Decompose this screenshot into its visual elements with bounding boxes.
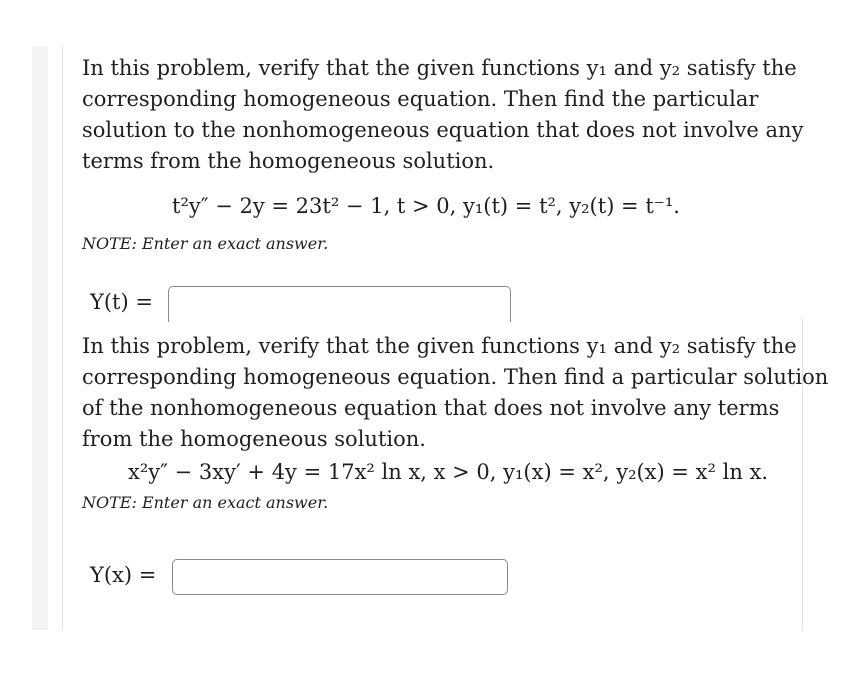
problem2-line: of the nonhomogeneous equation that does not involve any terms [82, 396, 780, 420]
problem1-statement [82, 53, 803, 177]
problem1-note: NOTE: Enter an exact answer. [82, 234, 329, 253]
problem2-statement [82, 331, 828, 455]
panel2-border-left [62, 318, 63, 630]
problem1-answer-label: Y(t) = [90, 290, 153, 314]
problem2-equation: x²y″ − 3xy′ + 4y = 17x² ln x, x > 0, y₁(x) = x², y₂(x) = x² ln x. [128, 460, 769, 484]
problem2-note: NOTE: Enter an exact answer. [82, 493, 329, 512]
answer-input-y-of-x[interactable] [172, 559, 508, 595]
problem2-answer-label: Y(x) = [90, 563, 157, 587]
problem2-line: corresponding homogeneous equation. Then find a particular solution [82, 365, 829, 389]
left-gutter [32, 46, 48, 630]
problem1-equation: t²y″ − 2y = 23t² − 1, t > 0, y₁(t) = t², y₂(t) = t⁻¹. [172, 194, 680, 218]
problem2-line: In this problem, verify that the given functions y₁ and y₂ satisfy the [82, 334, 797, 358]
problem1-line: solution to the nonhomogeneous equation that does not involve any [82, 118, 804, 142]
problem1-line: terms from the homogeneous solution. [82, 149, 495, 173]
problem1-line: In this problem, verify that the given functions y₁ and y₂ satisfy the [82, 56, 797, 80]
answer-input-y-of-t[interactable] [168, 286, 511, 322]
panel1-border-left [62, 46, 63, 318]
problem2-line: from the homogeneous solution. [82, 427, 426, 451]
problem1-line: corresponding homogeneous equation. Then find the particular [82, 87, 759, 111]
